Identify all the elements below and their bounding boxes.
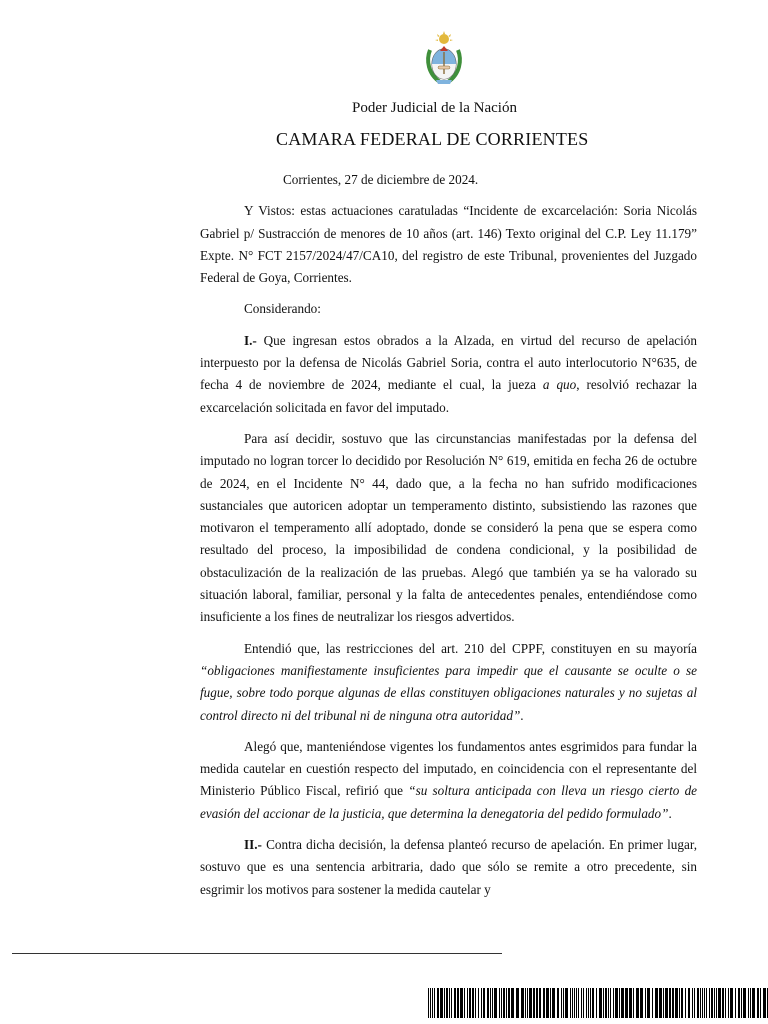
barcode-bar (652, 988, 653, 1018)
barcode-bar (730, 988, 733, 1018)
barcode-bar (563, 988, 564, 1018)
barcode-bar (675, 988, 678, 1018)
paragraph-vistos: Y Vistos: estas actuaciones caratuladas “Incidente de excarcelación: Soria Nicolás Gabriel p/ Sustracción de menores de 10 años (art. 146) Texto original del C.P. Ley 11.179” Expte. N° FCT 2157/2024/47/CA10, del registro de este Tribunal, provenientes del Juzgado Federal de Goya, Corrientes. (200, 203, 697, 286)
barcode-bar (741, 988, 742, 1018)
barcode-bar (527, 988, 528, 1018)
barcode-bar (743, 988, 746, 1018)
document-date: Corrientes, 27 de diciembre de 2024. (283, 172, 479, 187)
barcode-bar (619, 988, 620, 1018)
barcode-bar (697, 988, 699, 1018)
barcode-bar (588, 988, 589, 1018)
section-marker-1: I.- (244, 332, 257, 348)
paragraph-1-text-a: Que ingresan estos obrados a la Alzada, en virtud del recurso de apelación interpuesto por la defensa de Nicolás Gabriel Soria, contra el auto interlocutorio N°635, de fecha 4 de noviembre de 2024, mediante el cual, la jueza (200, 332, 697, 393)
barcode-bar (444, 988, 445, 1018)
paragraph-3-quote: “obligaciones manifiestamente insuficientes para impedir que el causante se oculte o se fugue, sobre todo porque algunas de ellas constituyen obligaciones naturales y no sujetas al control directo ni del tribunal ni de ninguna otra autoridad” (200, 662, 697, 723)
barcode-bar (586, 988, 587, 1018)
barcode-bar (552, 988, 555, 1018)
barcode-bar (437, 988, 439, 1018)
barcode-bar (738, 988, 740, 1018)
barcode-bar (557, 988, 559, 1018)
barcode-bar (457, 988, 459, 1018)
barcode-bar (681, 988, 683, 1018)
footer-divider (12, 953, 502, 954)
barcode-bar (613, 988, 614, 1018)
barcode-bar (475, 988, 476, 1018)
barcode-bar (688, 988, 690, 1018)
barcode-bar (685, 988, 686, 1018)
barcode-bar (599, 988, 602, 1018)
barcode-bar (516, 988, 519, 1018)
paragraph-1 (200, 330, 697, 419)
barcode-bar (574, 988, 575, 1018)
barcode-bar (663, 988, 664, 1018)
barcode-bar (581, 988, 582, 1018)
barcode-bar (511, 988, 514, 1018)
paragraph-4-text: Alegó que, manteniéndose vigentes los fundamentos antes esgrimidos para fundar la medida cautelar en cuestión respecto del imputado, en coincidencia con el representante del Ministerio Público Fiscal, refirió que (200, 738, 697, 799)
barcode-bar (645, 988, 646, 1018)
barcode-bar (659, 988, 662, 1018)
paragraph-5-text: Contra dicha decisión, la defensa planteó recurso de apelación. En primer lugar, sostuvo que es una sentencia arbitraria, dado que sólo se remite a otro precedente, sin esgrimir los motivos para sostener la medida cautelar y (200, 837, 697, 897)
latin-term: a quo (542, 377, 577, 393)
barcode-bar (434, 988, 435, 1018)
barcode-bar (583, 988, 584, 1018)
argentina-coat-of-arms-icon (424, 30, 464, 86)
paragraph-3-end: . (520, 707, 524, 723)
barcode-bar (757, 988, 759, 1018)
barcode-bar (706, 988, 707, 1018)
paragraph-4-quote: “su soltura anticipada con lleva un riesgo cierto de evasión del accionar de la justicia, que determina la denegatoria del pedido formulado” (200, 783, 698, 821)
barcode-bar (464, 988, 465, 1018)
barcode-bar (483, 988, 485, 1018)
barcode-bar (478, 988, 479, 1018)
barcode-bar (590, 988, 591, 1018)
paragraph-4-end: . (668, 805, 672, 821)
barcode-bar (750, 988, 751, 1018)
barcode-bar (446, 988, 448, 1018)
barcode-bar (760, 988, 761, 1018)
barcode-bar (472, 988, 474, 1018)
barcode-bar (449, 988, 450, 1018)
barcode-bar (640, 988, 643, 1018)
barcode-bar (625, 988, 628, 1018)
paragraph-1-text-b: , resolvió rechazar la excarcelación solicitada en favor del imputado. (200, 377, 698, 415)
barcode-bar (492, 988, 493, 1018)
barcode-bar (490, 988, 491, 1018)
barcode-bar (725, 988, 726, 1018)
paragraph-4 (200, 736, 697, 825)
barcode-bar (633, 988, 634, 1018)
paragraph-5 (200, 834, 697, 901)
barcode-bar (592, 988, 594, 1018)
institution-name: Poder Judicial de la Nación (352, 100, 517, 116)
barcode-bar (608, 988, 609, 1018)
barcode-bar (481, 988, 482, 1018)
barcode-bar (546, 988, 549, 1018)
section-marker-2: II.- (244, 837, 262, 853)
barcode-bar (679, 988, 680, 1018)
barcode-bar (503, 988, 505, 1018)
barcode-bar (521, 988, 524, 1018)
barcode-bar (576, 988, 577, 1018)
barcode-bar (550, 988, 551, 1018)
barcode-bar (525, 988, 526, 1018)
barcode-bar (694, 988, 695, 1018)
barcode-bar (665, 988, 668, 1018)
barcode-bar (572, 988, 573, 1018)
barcode-bar (728, 988, 729, 1018)
barcode-bar (533, 988, 535, 1018)
barcode-bar (647, 988, 650, 1018)
barcode-bar (702, 988, 703, 1018)
barcode-bar (763, 988, 766, 1018)
barcode-bar (432, 988, 433, 1018)
barcode-bar (704, 988, 705, 1018)
barcode-bar (735, 988, 736, 1018)
paragraph-3-text: Entendió que, las restricciones del art. 210 del CPPF, constituyen en su mayoría (244, 640, 697, 656)
barcode-bar (508, 988, 510, 1018)
barcode-bar (718, 988, 721, 1018)
barcode-bar (440, 988, 443, 1018)
barcode-bar (629, 988, 632, 1018)
barcode-bar (543, 988, 545, 1018)
barcode-bar (430, 988, 431, 1018)
barcode-bar (714, 988, 715, 1018)
barcode-bar (565, 988, 568, 1018)
barcode-bar (460, 988, 463, 1018)
barcode-bar (428, 988, 429, 1018)
barcode-bar (669, 988, 671, 1018)
barcode-bar (672, 988, 674, 1018)
barcode-bar (615, 988, 618, 1018)
barcode-bar (700, 988, 701, 1018)
barcode-bar (596, 988, 597, 1018)
barcode-bar (494, 988, 497, 1018)
barcode-bar (451, 988, 452, 1018)
barcode-bar (605, 988, 607, 1018)
barcode-bar (692, 988, 693, 1018)
barcode-bar (487, 988, 489, 1018)
barcode-bar (506, 988, 507, 1018)
barcode-bar (536, 988, 538, 1018)
barcode-bar (636, 988, 639, 1018)
paragraph-considerando: Considerando: (244, 301, 321, 317)
barcode-bar (655, 988, 658, 1018)
barcode-bar (722, 988, 724, 1018)
paragraph-3 (200, 638, 697, 727)
barcode-icon (428, 988, 768, 1018)
barcode-bar (501, 988, 502, 1018)
barcode-bar (621, 988, 624, 1018)
barcode-bar (570, 988, 571, 1018)
barcode-bar (529, 988, 532, 1018)
barcode-bar (711, 988, 713, 1018)
document-body (200, 169, 697, 910)
barcode-bar (752, 988, 755, 1018)
barcode-bar (610, 988, 611, 1018)
barcode-bar (709, 988, 710, 1018)
barcode-bar (578, 988, 579, 1018)
barcode-bar (539, 988, 541, 1018)
barcode-bar (454, 988, 456, 1018)
barcode-bar (499, 988, 500, 1018)
barcode-bar (603, 988, 604, 1018)
barcode-bar (469, 988, 471, 1018)
barcode-bar (467, 988, 468, 1018)
court-name: CAMARA FEDERAL DE CORRIENTES (276, 129, 589, 149)
paragraph-2: Para así decidir, sostuvo que las circunstancias manifestadas por la defensa del imputado no logran torcer lo decidido por Resolución N° 619, emitida en fecha 26 de octubre de 2024, en el Incidente N° 44, dado que, a la fecha no han sufrido modificaciones sustanciales que autoricen adoptar un temperamento distinto, subsistiendo las razones que motivaron el temperamento allí adoptado, donde se consideró la pena que se espera como resultado del proceso, la imposibilidad de condena condicional, y la posibilidad de obstaculización de la realización de las pruebas. Alegó que también ya se ha valorado su situación laboral, familiar, personal y la falta de antecedentes penales, entendiéndose como insuficiente a los fines de neutralizar los riesgos advertidos. (200, 430, 697, 625)
barcode-bar (748, 988, 749, 1018)
barcode-bar (716, 988, 717, 1018)
barcode-bar (561, 988, 562, 1018)
